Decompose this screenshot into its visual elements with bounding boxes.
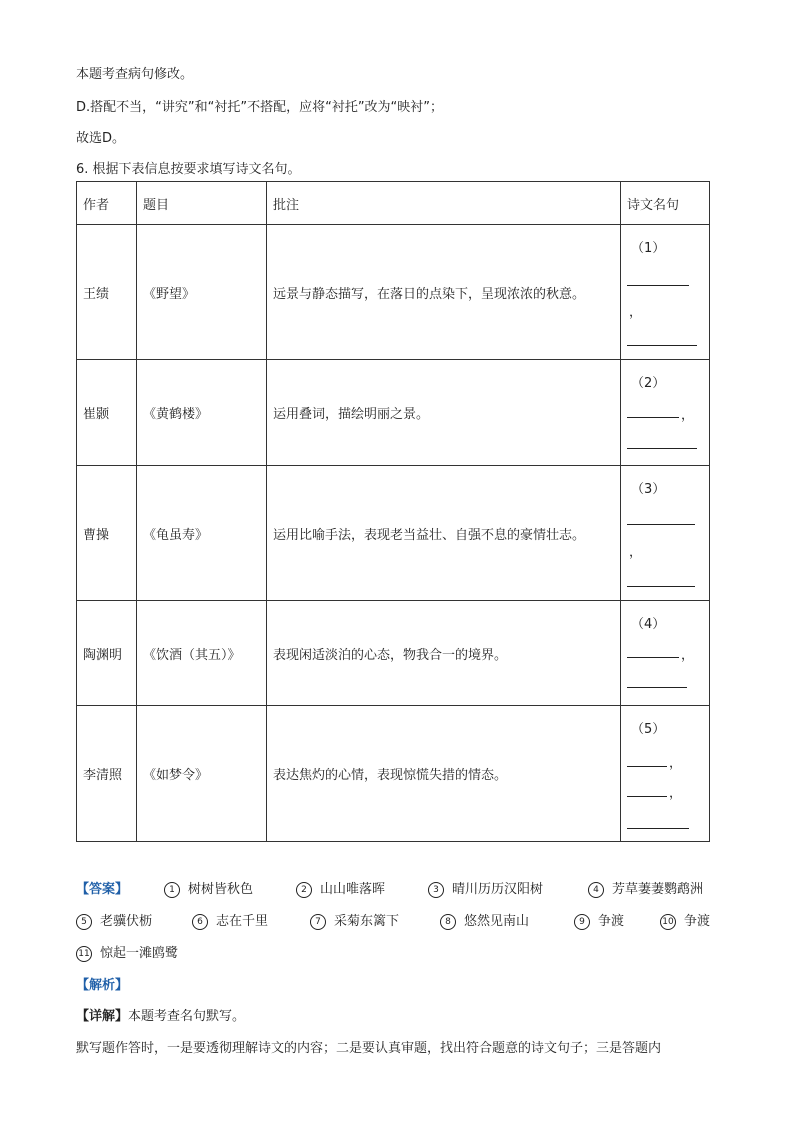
- answer-row-1: [76, 878, 726, 898]
- cell-title: 《黄鹤楼》: [137, 360, 267, 466]
- answer-text: 树树皆秋色: [188, 882, 254, 897]
- comma: ，: [681, 408, 695, 423]
- poem-table: [76, 181, 710, 842]
- question-title: 6. 根据下表信息按要求填写诗文名句。: [76, 162, 301, 177]
- header-title: 题目: [137, 182, 267, 225]
- cell-note: 远景与静态描写，在落日的点染下，呈现浓浓的秋意。: [267, 225, 621, 360]
- detail-label: 【详解】: [76, 1009, 129, 1024]
- table-header-row: [77, 182, 710, 225]
- fill-blank[interactable]: [627, 586, 695, 587]
- answer-text: 争渡: [684, 914, 711, 929]
- header-verse: 诗文名句: [621, 182, 710, 225]
- cell-title: 《龟虽寿》: [137, 466, 267, 601]
- answer-item: [310, 910, 399, 930]
- blank-number: （3）: [631, 482, 666, 497]
- table-row: [77, 225, 710, 360]
- blank-number: （2）: [631, 376, 666, 391]
- cell-author: 陶渊明: [77, 601, 137, 706]
- fill-blank[interactable]: [627, 448, 697, 449]
- fill-blank[interactable]: [627, 687, 687, 688]
- cell-author: 李清照: [77, 706, 137, 842]
- header-note: 批注: [267, 182, 621, 225]
- answer-label: 【答案】: [76, 882, 129, 897]
- circled-number: 4: [588, 882, 604, 898]
- detail-text: 本题考查名句默写。: [128, 1009, 246, 1024]
- detail-line: [76, 1005, 245, 1024]
- answer-item: [76, 942, 178, 962]
- answer-row-2: [76, 910, 726, 930]
- comma: ，: [629, 305, 643, 320]
- fill-blank[interactable]: [627, 766, 667, 767]
- table-row: [77, 360, 710, 466]
- circled-number: 3: [428, 882, 444, 898]
- blank-number: （4）: [631, 617, 666, 632]
- fill-blank[interactable]: [627, 828, 689, 829]
- answer-item: [440, 910, 529, 930]
- answer-text: 山山唯落晖: [320, 882, 386, 897]
- fill-blank[interactable]: [627, 345, 697, 346]
- answer-text: 采菊东篱下: [334, 914, 400, 929]
- circled-number: 9: [574, 914, 590, 930]
- fill-blank[interactable]: [627, 417, 679, 418]
- cell-verse: [621, 225, 710, 360]
- intro-line-2: D.搭配不当，“讲究”和“衬托”不搭配，应将“衬托”改为“映衬”；: [76, 100, 444, 115]
- answer-item: [192, 910, 268, 930]
- answer-text: 志在千里: [216, 914, 269, 929]
- circled-number: 6: [192, 914, 208, 930]
- comma: ，: [669, 756, 683, 771]
- answer-item: [588, 878, 703, 898]
- circled-number: 10: [660, 914, 676, 930]
- table-row: [77, 601, 710, 706]
- fill-blank[interactable]: [627, 796, 667, 797]
- comma: ，: [629, 545, 643, 560]
- blank-number: （1）: [631, 241, 666, 256]
- answer-text: 争渡: [598, 914, 625, 929]
- analysis-label: 【解析】: [76, 978, 129, 993]
- fill-blank[interactable]: [627, 657, 679, 658]
- cell-verse: [621, 601, 710, 706]
- cell-title: 《饮酒（其五）》: [137, 601, 267, 706]
- circled-number: 7: [310, 914, 326, 930]
- answer-item: [76, 910, 152, 930]
- circled-number: 5: [76, 914, 92, 930]
- cell-title: 《如梦令》: [137, 706, 267, 842]
- fill-blank[interactable]: [627, 285, 689, 286]
- cell-note: 表达焦灼的心情，表现惊慌失措的情态。: [267, 706, 621, 842]
- cell-verse: [621, 706, 710, 842]
- intro-line-1: 本题考查病句修改。: [76, 67, 194, 82]
- answer-item: [164, 878, 253, 898]
- cell-verse: [621, 466, 710, 601]
- answer-item: [660, 910, 710, 930]
- answer-text: 晴川历历汉阳树: [452, 882, 544, 897]
- answer-text: 惊起一滩鸥鹭: [100, 946, 179, 961]
- circled-number: 1: [164, 882, 180, 898]
- blank-number: （5）: [631, 722, 666, 737]
- cell-author: 崔颢: [77, 360, 137, 466]
- circled-number: 11: [76, 946, 92, 962]
- header-author: 作者: [77, 182, 137, 225]
- cell-author: 曹操: [77, 466, 137, 601]
- analysis-body: 默写题作答时，一是要透彻理解诗文的内容；二是要认真审题，找出符合题意的诗文句子；三是答题内: [76, 1041, 662, 1056]
- circled-number: 8: [440, 914, 456, 930]
- comma: ，: [669, 786, 683, 801]
- fill-blank[interactable]: [627, 524, 695, 525]
- answer-row-3: [76, 942, 726, 962]
- intro-line-3: 故选D。: [76, 131, 126, 146]
- cell-note: 运用比喻手法，表现老当益壮、自强不息的豪情壮志。: [267, 466, 621, 601]
- answer-text: 老骥伏枥: [100, 914, 153, 929]
- cell-verse: [621, 360, 710, 466]
- answer-item: [296, 878, 385, 898]
- answer-text: 悠然见南山: [464, 914, 530, 929]
- cell-note: 表现闲适淡泊的心态，物我合一的境界。: [267, 601, 621, 706]
- table-row: [77, 706, 710, 842]
- cell-note: 运用叠词，描绘明丽之景。: [267, 360, 621, 466]
- answer-item: [574, 910, 624, 930]
- cell-author: 王绩: [77, 225, 137, 360]
- circled-number: 2: [296, 882, 312, 898]
- table-row: [77, 466, 710, 601]
- answer-text: 芳草萋萋鹦鹉洲: [612, 882, 704, 897]
- answer-item: [428, 878, 543, 898]
- comma: ，: [681, 648, 695, 663]
- cell-title: 《野望》: [137, 225, 267, 360]
